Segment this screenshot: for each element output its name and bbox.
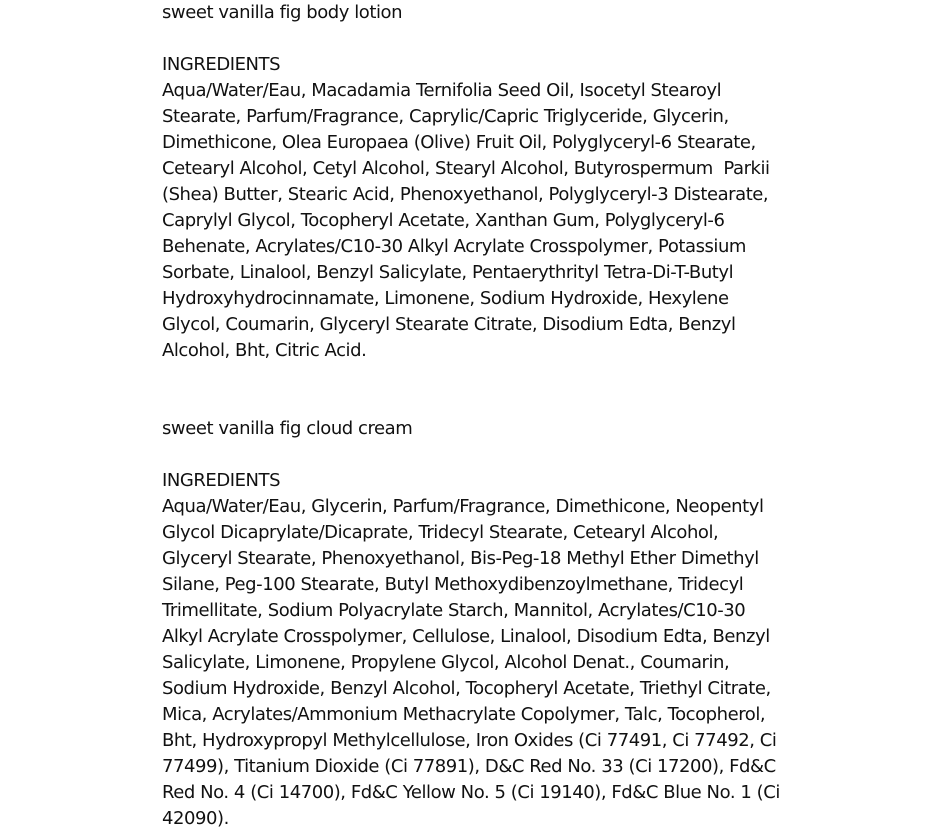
ingredients-line: Alkyl Acrylate Crosspolymer, Cellulose, Linalool, Disodium Edta, Benzyl bbox=[162, 626, 770, 647]
product-title: sweet vanilla fig body lotion bbox=[162, 2, 403, 23]
ingredients-line: Mica, Acrylates/Ammonium Methacrylate Copolymer, Talc, Tocopherol, bbox=[162, 704, 766, 725]
ingredients-line: Hydroxyhydrocinnamate, Limonene, Sodium Hydroxide, Hexylene bbox=[162, 288, 729, 309]
blank-line bbox=[162, 390, 802, 416]
product-section-cloud-cream bbox=[162, 416, 802, 832]
ingredients-line: Glycol Dicaprylate/Dicaprate, Tridecyl Stearate, Cetearyl Alcohol, bbox=[162, 522, 719, 543]
ingredients-line: 77499), Titanium Dioxide (Ci 77891), D&C Red No. 33 (Ci 17200), Fd&C bbox=[162, 756, 776, 777]
document-body bbox=[162, 0, 802, 832]
ingredients-line: 42090). bbox=[162, 808, 229, 829]
ingredients-heading: INGREDIENTS bbox=[162, 54, 281, 75]
product-section-body-lotion bbox=[162, 0, 802, 364]
ingredients-text bbox=[162, 78, 802, 364]
ingredients-line: Alcohol, Bht, Citric Acid. bbox=[162, 340, 367, 361]
blank-line bbox=[162, 364, 802, 390]
product-title: sweet vanilla fig cloud cream bbox=[162, 418, 413, 439]
ingredients-line: Glycol, Coumarin, Glyceryl Stearate Citrate, Disodium Edta, Benzyl bbox=[162, 314, 736, 335]
blank-line bbox=[162, 442, 802, 468]
ingredients-line: Sorbate, Linalool, Benzyl Salicylate, Pentaerythrityl Tetra-Di-T-Butyl bbox=[162, 262, 734, 283]
ingredients-line: Bht, Hydroxypropyl Methylcellulose, Iron Oxides (Ci 77491, Ci 77492, Ci bbox=[162, 730, 777, 751]
ingredients-line: Glyceryl Stearate, Phenoxyethanol, Bis-Peg-18 Methyl Ether Dimethyl bbox=[162, 548, 759, 569]
ingredients-heading: INGREDIENTS bbox=[162, 470, 281, 491]
ingredients-line: Caprylyl Glycol, Tocopheryl Acetate, Xanthan Gum, Polyglyceryl-6 bbox=[162, 210, 725, 231]
ingredients-line: Aqua/Water/Eau, Macadamia Ternifolia Seed Oil, Isocetyl Stearoyl bbox=[162, 80, 722, 101]
blank-line bbox=[162, 26, 802, 52]
ingredients-line: Dimethicone, Olea Europaea (Olive) Fruit Oil, Polyglyceryl-6 Stearate, bbox=[162, 132, 756, 153]
ingredients-line: Salicylate, Limonene, Propylene Glycol, Alcohol Denat., Coumarin, bbox=[162, 652, 730, 673]
ingredients-text bbox=[162, 494, 802, 832]
ingredients-line: Red No. 4 (Ci 14700), Fd&C Yellow No. 5 (Ci 19140), Fd&C Blue No. 1 (Ci bbox=[162, 782, 780, 803]
ingredients-line: Aqua/Water/Eau, Glycerin, Parfum/Fragrance, Dimethicone, Neopentyl bbox=[162, 496, 764, 517]
ingredients-line: Cetearyl Alcohol, Cetyl Alcohol, Stearyl Alcohol, Butyrospermum Parkii bbox=[162, 158, 770, 179]
ingredients-line: Silane, Peg-100 Stearate, Butyl Methoxydibenzoylmethane, Tridecyl bbox=[162, 574, 744, 595]
ingredients-line: Stearate, Parfum/Fragrance, Caprylic/Capric Triglyceride, Glycerin, bbox=[162, 106, 729, 127]
ingredients-line: Trimellitate, Sodium Polyacrylate Starch, Mannitol, Acrylates/C10-30 bbox=[162, 600, 746, 621]
ingredients-line: (Shea) Butter, Stearic Acid, Phenoxyethanol, Polyglyceryl-3 Distearate, bbox=[162, 184, 769, 205]
ingredients-line: Sodium Hydroxide, Benzyl Alcohol, Tocopheryl Acetate, Triethyl Citrate, bbox=[162, 678, 771, 699]
ingredients-line: Behenate, Acrylates/C10-30 Alkyl Acrylate Crosspolymer, Potassium bbox=[162, 236, 747, 257]
